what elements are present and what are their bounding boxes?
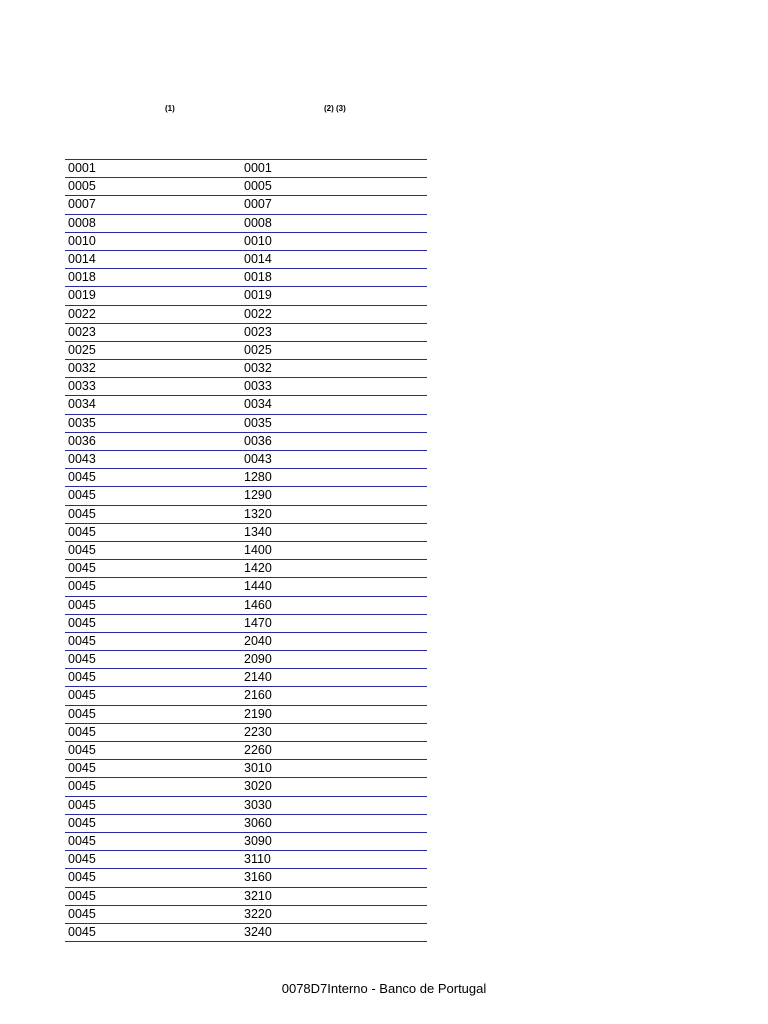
table-row: [65, 360, 427, 378]
table-cell-code-a: 0045: [68, 670, 96, 685]
table-cell-code-b: 0008: [244, 215, 272, 230]
table-cell-code-a: 0005: [68, 179, 96, 194]
table-cell-code-b: 0001: [244, 161, 272, 175]
table-cell-code-b: 0035: [244, 415, 272, 430]
table-cell-code-a: 0045: [68, 561, 96, 576]
code-table: [65, 159, 427, 942]
table-row: [65, 833, 427, 851]
table-row: [65, 269, 427, 287]
table-cell-code-a: 0045: [68, 852, 96, 867]
table-cell-code-a: 0045: [68, 797, 96, 812]
table-cell-code-b: 2230: [244, 724, 272, 739]
table-row: [65, 469, 427, 487]
table-cell-code-a: 0019: [68, 288, 96, 303]
table-cell-code-a: 0045: [68, 761, 96, 776]
table-cell-code-a: 0045: [68, 815, 96, 830]
table-row: [65, 342, 427, 360]
table-cell-code-a: 0045: [68, 924, 96, 939]
table-cell-code-b: 0023: [244, 324, 272, 339]
table-cell-code-a: 0045: [68, 579, 96, 594]
table-row: [65, 615, 427, 633]
table-cell-code-b: 3030: [244, 797, 272, 812]
table-cell-code-b: 3020: [244, 779, 272, 794]
table-row: [65, 560, 427, 578]
table-row: [65, 888, 427, 906]
table-row: [65, 778, 427, 796]
table-cell-code-b: 1400: [244, 542, 272, 557]
table-cell-code-a: 0045: [68, 706, 96, 721]
table-cell-code-a: 0023: [68, 324, 96, 339]
table-cell-code-b: 3090: [244, 833, 272, 848]
table-cell-code-a: 0045: [68, 542, 96, 557]
table-row: [65, 215, 427, 233]
table-cell-code-b: 0036: [244, 433, 272, 448]
table-cell-code-b: 0025: [244, 342, 272, 357]
table-cell-code-b: 1460: [244, 597, 272, 612]
table-cell-code-b: 0019: [244, 288, 272, 303]
table-cell-code-a: 0045: [68, 870, 96, 885]
table-row: [65, 851, 427, 869]
table-row: [65, 524, 427, 542]
table-cell-code-a: 0008: [68, 215, 96, 230]
table-row: [65, 597, 427, 615]
table-cell-code-b: 2040: [244, 633, 272, 648]
table-cell-code-a: 0045: [68, 633, 96, 648]
table-cell-code-a: 0045: [68, 724, 96, 739]
table-cell-code-a: 0032: [68, 361, 96, 376]
table-cell-code-b: 0034: [244, 397, 272, 412]
table-cell-code-b: 1340: [244, 524, 272, 539]
table-cell-code-a: 0045: [68, 888, 96, 903]
table-cell-code-a: 0045: [68, 688, 96, 703]
table-row: [65, 742, 427, 760]
table-row: [65, 724, 427, 742]
table-row: [65, 906, 427, 924]
table-row: [65, 324, 427, 342]
table-cell-code-b: 3220: [244, 906, 272, 921]
table-cell-code-b: 1470: [244, 615, 272, 630]
table-row: [65, 687, 427, 705]
table-cell-code-b: 3240: [244, 924, 272, 939]
table-cell-code-a: 0014: [68, 251, 96, 266]
table-cell-code-b: 0018: [244, 270, 272, 285]
table-cell-code-a: 0007: [68, 197, 96, 212]
table-cell-code-a: 0045: [68, 524, 96, 539]
table-cell-code-a: 0045: [68, 597, 96, 612]
table-row: [65, 378, 427, 396]
table-cell-code-a: 0045: [68, 652, 96, 667]
table-cell-code-b: 2190: [244, 706, 272, 721]
table-cell-code-a: 0033: [68, 379, 96, 394]
table-row: [65, 160, 427, 178]
table-cell-code-b: 1420: [244, 561, 272, 576]
table-cell-code-b: 3010: [244, 761, 272, 776]
table-cell-code-b: 0032: [244, 361, 272, 376]
table-cell-code-b: 0005: [244, 179, 272, 194]
table-row: [65, 578, 427, 596]
table-cell-code-a: 0022: [68, 306, 96, 321]
table-row: [65, 415, 427, 433]
table-row: [65, 287, 427, 305]
table-cell-code-b: 0033: [244, 379, 272, 394]
table-row: [65, 869, 427, 887]
column-2-footnote-marker: (2) (3): [324, 104, 346, 113]
table-row: [65, 669, 427, 687]
table-cell-code-a: 0034: [68, 397, 96, 412]
table-cell-code-b: 2160: [244, 688, 272, 703]
table-row: [65, 506, 427, 524]
table-row: [65, 396, 427, 414]
table-row: [65, 487, 427, 505]
table-cell-code-a: 0018: [68, 270, 96, 285]
table-row: [65, 542, 427, 560]
table-cell-code-b: 1280: [244, 470, 272, 485]
table-row: [65, 815, 427, 833]
table-cell-code-b: 3110: [244, 852, 271, 867]
table-cell-code-b: 0014: [244, 251, 272, 266]
table-row: [65, 924, 427, 942]
table-row: [65, 451, 427, 469]
table-cell-code-b: 0010: [244, 233, 272, 248]
table-cell-code-b: 0007: [244, 197, 272, 212]
table-cell-code-b: 3210: [244, 888, 272, 903]
table-row: [65, 178, 427, 196]
table-cell-code-a: 0045: [68, 488, 96, 503]
table-cell-code-a: 0045: [68, 743, 96, 757]
table-row: [65, 196, 427, 214]
table-cell-code-a: 0045: [68, 779, 96, 794]
table-cell-code-b: 3160: [244, 870, 272, 885]
table-cell-code-b: 1290: [244, 488, 272, 503]
table-row: [65, 233, 427, 251]
table-cell-code-b: 0043: [244, 452, 272, 466]
table-row: [65, 706, 427, 724]
column-1-footnote-marker: (1): [165, 104, 175, 113]
table-row: [65, 306, 427, 324]
footer-classification: 0078D7Interno - Banco de Portugal: [281, 981, 487, 996]
table-cell-code-a: 0025: [68, 342, 96, 357]
table-cell-code-a: 0043: [68, 452, 96, 466]
table-row: [65, 251, 427, 269]
table-cell-code-a: 0010: [68, 233, 96, 248]
table-cell-code-a: 0045: [68, 615, 96, 630]
table-cell-code-a: 0035: [68, 415, 96, 430]
table-cell-code-b: 2090: [244, 652, 272, 667]
table-cell-code-a: 0036: [68, 433, 96, 448]
table-cell-code-a: 0045: [68, 833, 96, 848]
table-row: [65, 433, 427, 451]
table-row: [65, 760, 427, 778]
table-cell-code-b: 2260: [244, 743, 272, 757]
table-cell-code-a: 0045: [68, 906, 96, 921]
table-cell-code-b: 2140: [244, 670, 272, 685]
table-cell-code-a: 0045: [68, 506, 96, 521]
table-cell-code-b: 3060: [244, 815, 272, 830]
table-row: [65, 797, 427, 815]
table-cell-code-b: 1320: [244, 506, 272, 521]
table-row: [65, 633, 427, 651]
table-cell-code-b: 1440: [244, 579, 272, 594]
table-cell-code-a: 0045: [68, 470, 96, 485]
table-cell-code-b: 0022: [244, 306, 272, 321]
table-cell-code-a: 0001: [68, 161, 96, 175]
table-row: [65, 651, 427, 669]
